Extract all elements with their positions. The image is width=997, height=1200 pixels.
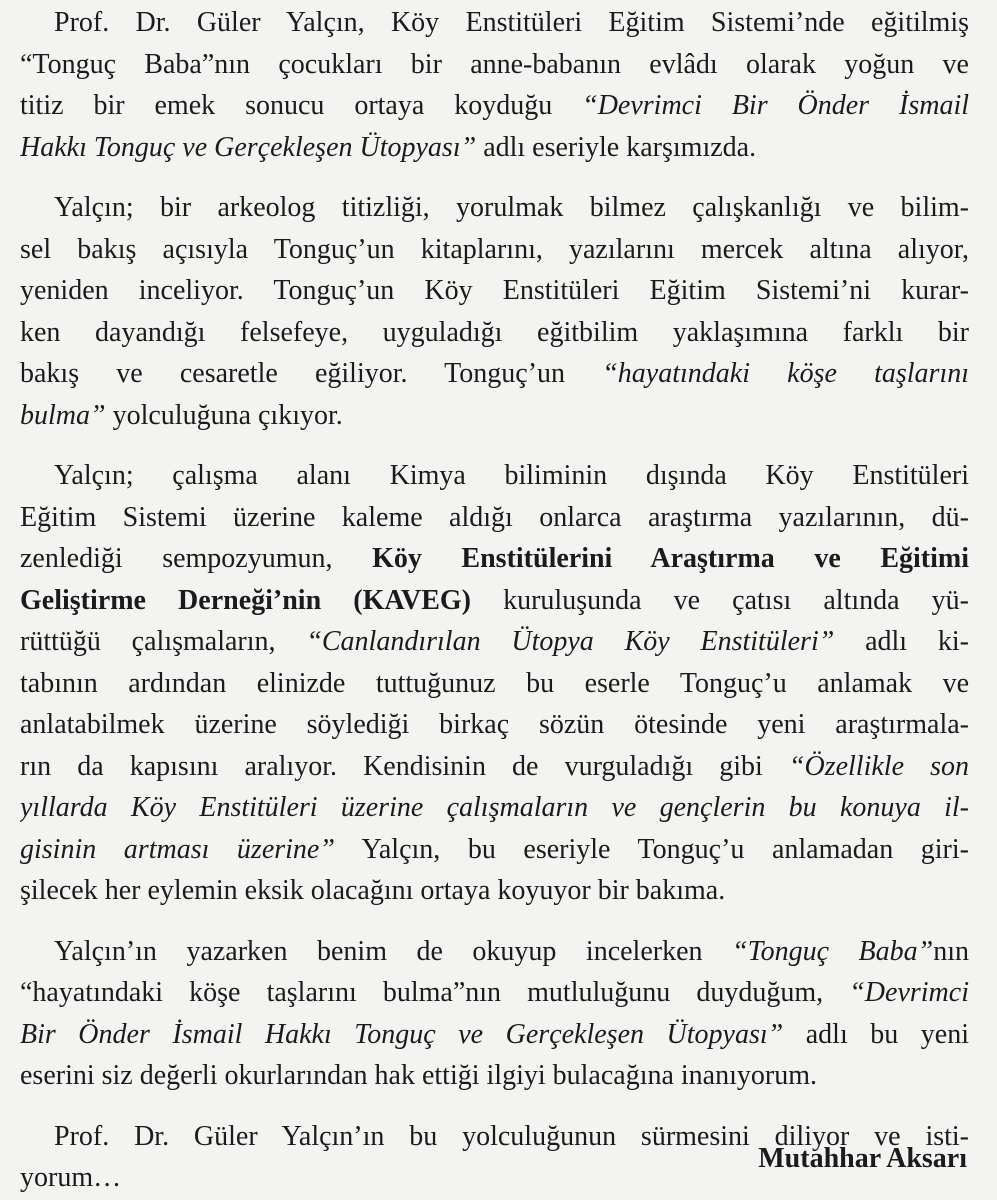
- text-line: [20, 229, 969, 271]
- body-text: yolculuğuna çıkıyor.: [105, 399, 343, 431]
- body-text: Yalçın; bir arkeolog titizliği, yorulmak bilmez çalışkanlığı ve bilim-: [54, 192, 969, 223]
- body-text: anlatabilmek üzerine söylediği birkaç sözün ötesinde yeni araştırmala-: [20, 709, 969, 740]
- body-text: titiz bir emek sonucu ortaya koyduğu: [20, 90, 583, 121]
- text-line: [20, 2, 969, 44]
- body-text: Eğitim Sistemi üzerine kaleme aldığı onlarca araştırma yazılarının, dü-: [20, 501, 969, 533]
- text-line: [20, 270, 969, 312]
- body-text: Yalçın; çalışma alanı Kimya biliminin dışında Köy Enstitüleri: [54, 460, 969, 491]
- body-text: zenlediği sempozyumun,: [20, 543, 373, 574]
- italic-text: gisinin artması üzerine”: [20, 833, 335, 865]
- text-line: [20, 746, 969, 788]
- body-text: eserini siz değerli okurlarından hak ettiği ilgiyi bulacağına inanıyorum.: [20, 1060, 817, 1091]
- body-text: şilecek her eylemin eksik olacağını ortaya koyuyor bir bakıma.: [20, 875, 726, 906]
- body-text: “Tonguç Baba”nın çocukları bir anne-babanın evlâdı olarak yoğun ve: [20, 48, 969, 80]
- text-line: [20, 580, 969, 622]
- text-line: [20, 931, 969, 973]
- body-text: nın: [933, 935, 969, 967]
- text-line: [20, 312, 969, 354]
- italic-text: Hakkı Tonguç ve Gerçekleşen Ütopyası”: [20, 131, 477, 163]
- text-line: [20, 353, 969, 395]
- body-text: kuruluşunda ve çatısı altında yü-: [470, 584, 969, 616]
- paragraph-gap: [20, 912, 969, 931]
- paragraph: [20, 455, 969, 912]
- body-text: yeniden inceliyor. Tonguç’un Köy Enstitüleri Eğitim Sistemi’ni kurar-: [20, 275, 969, 306]
- italic-text: “Tonguç Baba”: [732, 935, 934, 967]
- body-text: ken dayandığı felsefeye, uyguladığı eğitbilim yaklaşımına farklı bir: [20, 316, 969, 348]
- text-line: [20, 395, 969, 437]
- paragraph: [20, 931, 969, 1097]
- text-line: [20, 127, 969, 169]
- text-line: [20, 787, 969, 829]
- text-line: [20, 497, 969, 539]
- italic-text: Bir Önder İsmail Hakkı Tonguç ve Gerçekleşen Ütopyası”: [20, 1018, 784, 1050]
- text-line: [20, 1014, 969, 1056]
- body-text: rüttüğü çalışmaların,: [20, 626, 307, 657]
- body-text: “hayatındaki köşe taşlarını bulma”nın mutluluğunu duyduğum,: [20, 977, 850, 1008]
- italic-text: “Özellikle son: [788, 750, 969, 782]
- text-line: [20, 870, 969, 912]
- paragraph-gap: [20, 168, 969, 187]
- body-text: sel bakış açısıyla Tonguç’un kitaplarını, yazılarını mercek altına alıyor,: [20, 233, 969, 265]
- text-line: [20, 44, 969, 86]
- body-text: Prof. Dr. Güler Yalçın, Köy Enstitüleri Eğitim Sistemi’nde eğitilmiş: [54, 7, 969, 38]
- text-line: [20, 972, 969, 1014]
- italic-text: “Canlandırılan Ütopya Köy Enstitüleri”: [306, 626, 835, 657]
- document-body: [20, 2, 969, 1199]
- italic-text: “Devrimci Bir Önder İsmail: [582, 90, 969, 121]
- body-text: adlı eseriyle karşımızda.: [476, 131, 757, 163]
- text-line: [20, 538, 969, 580]
- body-text: Yalçın, bu eseriyle Tonguç’u anlamadan giri-: [334, 833, 969, 865]
- text-line: [20, 663, 969, 705]
- italic-text: “Devrimci: [849, 977, 969, 1008]
- text-line: [20, 829, 969, 871]
- italic-text: yıllarda Köy Enstitüleri üzerine çalışmaların ve gençlerin bu konuya il-: [20, 792, 969, 823]
- text-line: [20, 1055, 969, 1097]
- body-text: tabının ardından elinizde tuttuğunuz bu eserle Tonguç’u anlamak ve: [20, 667, 969, 699]
- paragraph-gap: [20, 1097, 969, 1116]
- bold-text: Köy Enstitülerini Araştırma ve Eğitimi: [372, 543, 969, 574]
- body-text: Prof. Dr. Güler Yalçın’ın bu yolculuğunun sürmesini diliyor ve isti-: [54, 1120, 969, 1152]
- text-line: [20, 621, 969, 663]
- italic-text: bulma”: [20, 399, 106, 431]
- paragraph: [20, 187, 969, 436]
- body-text: adlı ki-: [834, 626, 969, 657]
- body-text: Yalçın’ın yazarken benim de okuyup incelerken: [54, 935, 733, 967]
- bold-text: Geliştirme Derneği’nin (KAVEG): [20, 584, 471, 616]
- text-line: [20, 455, 969, 497]
- body-text: yorum…: [20, 1162, 122, 1193]
- text-line: [20, 187, 969, 229]
- text-line: [20, 85, 969, 127]
- body-text: rın da kapısını aralıyor. Kendisinin de vurguladığı gibi: [20, 750, 789, 782]
- body-text: bakış ve cesaretle eğiliyor. Tonguç’un: [20, 358, 603, 389]
- paragraph: [20, 2, 969, 168]
- italic-text: “hayatındaki köşe taşlarını: [602, 358, 969, 389]
- text-line: [20, 704, 969, 746]
- author-signature: Mutahhar Aksarı: [758, 1143, 967, 1174]
- paragraph-gap: [20, 436, 969, 455]
- body-text: adlı bu yeni: [783, 1018, 969, 1050]
